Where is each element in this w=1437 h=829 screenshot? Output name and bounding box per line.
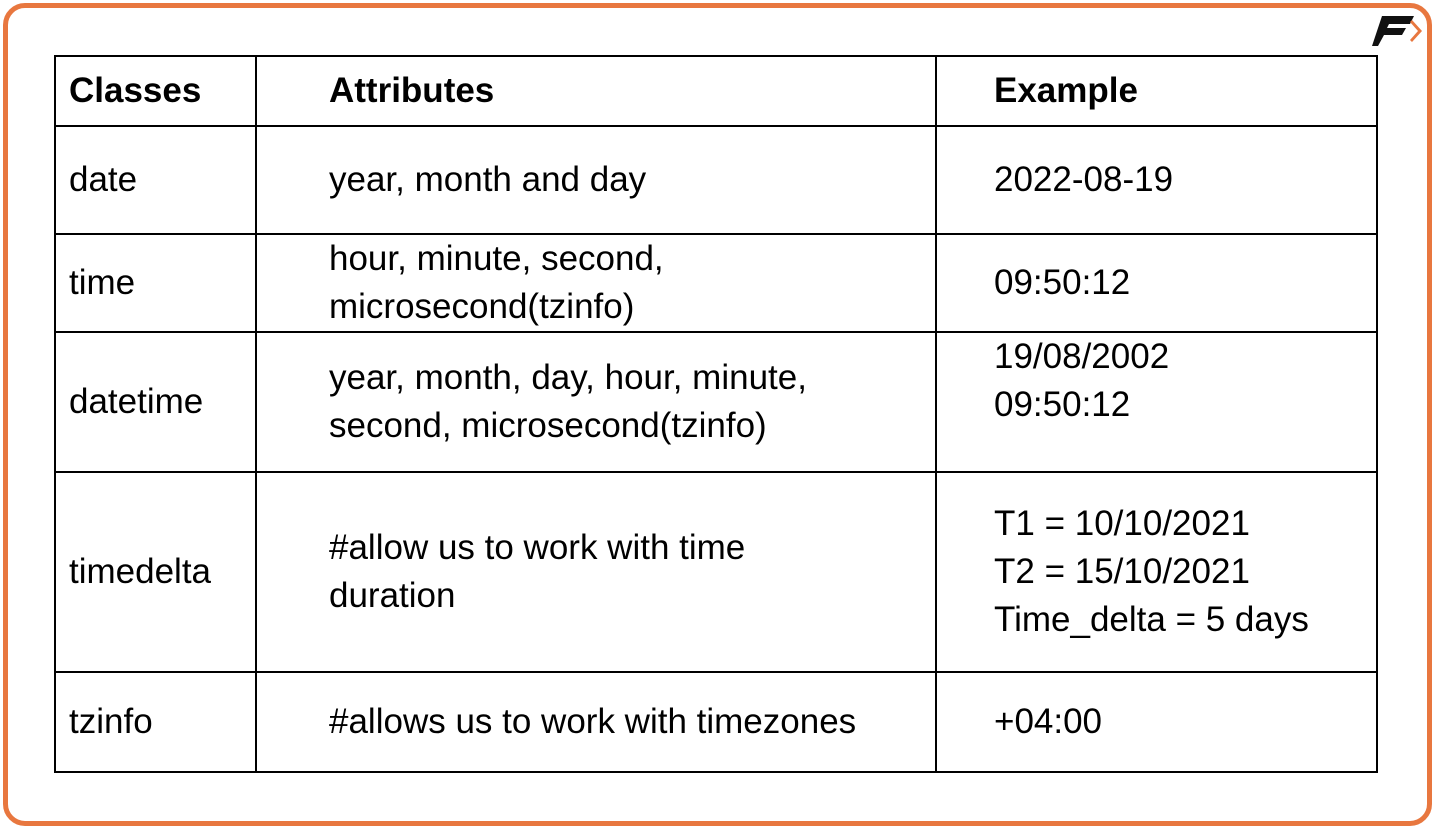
example-cell bbox=[936, 672, 1377, 772]
table-row bbox=[55, 332, 1377, 472]
class-cell: tzinfo bbox=[55, 672, 256, 772]
attributes-line: microsecond(tzinfo) bbox=[329, 287, 635, 326]
attributes-line: duration bbox=[329, 576, 456, 615]
datetime-classes-table bbox=[54, 55, 1378, 773]
attributes-line: #allows us to work with timezones bbox=[329, 702, 857, 741]
attributes-cell bbox=[256, 234, 936, 332]
table-row bbox=[55, 126, 1377, 234]
example-line: T2 = 15/10/2021 bbox=[994, 552, 1250, 591]
attributes-cell bbox=[256, 126, 936, 234]
class-cell: time bbox=[55, 234, 256, 332]
example-line: T1 = 10/10/2021 bbox=[994, 504, 1250, 543]
example-line: 2022-08-19 bbox=[994, 160, 1174, 199]
class-cell: datetime bbox=[55, 332, 256, 472]
table-row bbox=[55, 672, 1377, 772]
attributes-line: year, month, day, hour, minute, bbox=[329, 358, 807, 397]
attributes-cell bbox=[256, 332, 936, 472]
example-line: 09:50:12 bbox=[994, 263, 1131, 302]
attributes-line: second, microsecond(tzinfo) bbox=[329, 406, 767, 445]
attributes-cell bbox=[256, 472, 936, 672]
attributes-line: hour, minute, second, bbox=[329, 239, 664, 278]
header-attributes: Attributes bbox=[256, 56, 936, 126]
example-cell bbox=[936, 126, 1377, 234]
table-row bbox=[55, 234, 1377, 332]
example-line: 09:50:12 bbox=[994, 385, 1131, 424]
table-header-row bbox=[55, 56, 1377, 126]
example-line: 19/08/2002 bbox=[994, 337, 1170, 376]
class-cell: date bbox=[55, 126, 256, 234]
example-cell bbox=[936, 332, 1377, 472]
brand-f-logo-icon bbox=[1372, 14, 1424, 48]
example-line: +04:00 bbox=[994, 702, 1103, 741]
attributes-cell bbox=[256, 672, 936, 772]
header-example: Example bbox=[936, 56, 1377, 126]
example-cell bbox=[936, 472, 1377, 672]
attributes-line: year, month and day bbox=[329, 160, 647, 199]
example-line: Time_delta = 5 days bbox=[994, 600, 1309, 639]
table-row bbox=[55, 472, 1377, 672]
header-classes: Classes bbox=[55, 56, 256, 126]
class-cell: timedelta bbox=[55, 472, 256, 672]
attributes-line: #allow us to work with time bbox=[329, 528, 746, 567]
example-cell bbox=[936, 234, 1377, 332]
